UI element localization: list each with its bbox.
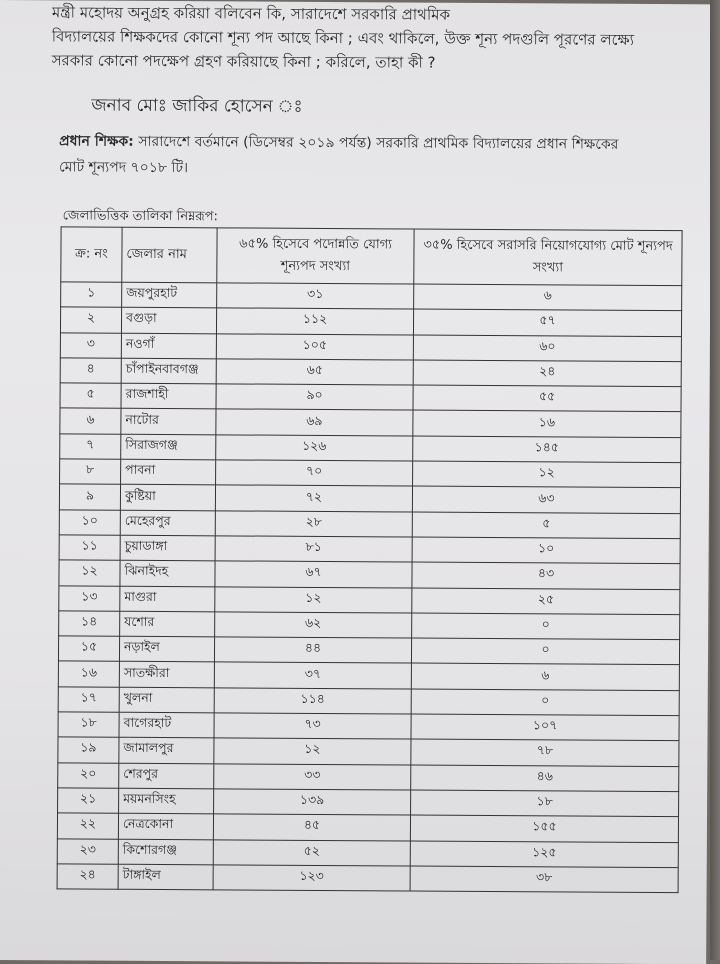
table-row <box>59 535 680 564</box>
district-cell: টাঙ্গাইল <box>118 864 213 890</box>
direct-cell: ১২৫ <box>410 841 678 868</box>
question-line-1: মন্ত্রী মহোদয় অনুগ্রহ করিয়া বলিবেন কি, সারাদেশে সরকারি প্রাথমিক <box>51 3 451 24</box>
district-cell: পাবনা <box>121 459 216 485</box>
table-row <box>60 408 681 437</box>
promotion-cell: ১২৬ <box>216 435 413 461</box>
direct-cell: ২৫ <box>412 588 680 615</box>
table-row <box>58 737 679 766</box>
district-cell: জামালপুর <box>119 738 214 764</box>
serial-cell: ১ <box>61 282 122 308</box>
district-vacancy-table <box>57 226 683 893</box>
promotion-cell: ১১৪ <box>214 688 411 714</box>
district-cell: নড়াইল <box>119 636 214 662</box>
promotion-cell: ৫২ <box>213 839 410 865</box>
promotion-cell: ৩৩ <box>214 763 411 789</box>
table-row <box>60 434 681 463</box>
promotion-cell: ৬৭ <box>215 561 412 587</box>
district-cell: রাজশাহী <box>121 383 216 409</box>
table-row <box>59 560 680 589</box>
serial-cell: ১৩ <box>59 585 120 611</box>
table-row <box>59 585 680 614</box>
district-cell: নওগাঁ <box>121 333 216 359</box>
answer-lead: প্রধান শিক্ষক: <box>59 133 134 150</box>
direct-cell: ৬ <box>411 663 679 690</box>
serial-cell: ১০ <box>59 510 120 536</box>
promotion-cell: ১১২ <box>216 308 413 334</box>
serial-cell: ১৮ <box>58 712 119 738</box>
header-direct-vacancies: ৩৫% হিসেবে সরাসরি নিয়োগযোগ্য মোট শূন্যপদ সংখ্যা <box>414 229 682 286</box>
promotion-cell: ৭০ <box>216 460 413 486</box>
table-row <box>57 864 678 893</box>
answer-text <box>59 128 679 184</box>
direct-cell: ৫৭ <box>413 309 681 336</box>
promotion-cell: ৬৫ <box>216 359 413 385</box>
district-cell: সিরাজগঞ্জ <box>121 434 216 460</box>
question-text <box>52 0 692 76</box>
promotion-cell: ১২৩ <box>213 865 410 891</box>
promotion-cell: ৯০ <box>216 384 413 410</box>
question-line-2: বিদ্যালয়ের শিক্ষকদের কোনো শূন্য পদ আছে কিনা ; এবং থাকিলে, উক্ত শূন্য পদগুলি পূরণের লক্ষ্যে <box>51 27 635 49</box>
table-row <box>61 282 682 311</box>
answer-line-1 <box>59 128 679 158</box>
direct-cell: ৬৩ <box>412 486 680 513</box>
direct-cell: ৪৬ <box>411 765 679 792</box>
district-cell: নেত্রকোনা <box>118 813 213 839</box>
district-cell: বাগেরহাট <box>119 712 214 738</box>
direct-cell: ২৪ <box>413 360 681 387</box>
direct-cell: ১২ <box>413 461 681 488</box>
direct-cell: ১৬ <box>413 411 681 438</box>
table-row <box>58 712 679 741</box>
serial-cell: ২৩ <box>57 838 118 864</box>
serial-cell: ২১ <box>58 788 119 814</box>
district-cell: সাতক্ষীরা <box>119 662 214 688</box>
direct-cell: ৬০ <box>413 335 681 362</box>
serial-cell: ৬ <box>60 408 121 434</box>
district-cell: কিশোরগঞ্জ <box>118 839 213 865</box>
table-row <box>60 307 681 336</box>
speaker-name: জনাব মোঃ জাকির হোসেন ঃ <box>91 95 303 117</box>
table-row <box>58 687 679 716</box>
table-row <box>58 763 679 792</box>
table-row <box>60 383 681 412</box>
district-cell: বগুড়া <box>121 308 216 334</box>
serial-cell: ২৪ <box>57 864 118 890</box>
serial-cell: ১৭ <box>58 687 119 713</box>
table-row <box>60 459 681 488</box>
promotion-cell: ৭২ <box>215 485 412 511</box>
district-cell: মেহেরপুর <box>120 510 215 536</box>
serial-cell: ১৫ <box>58 636 119 662</box>
serial-cell: ১১ <box>59 535 120 561</box>
table-row <box>59 510 680 539</box>
answer-line-1-text: সারাদেশে বর্তমানে (ডিসেম্বর ২০১৯ পর্যন্ত) সরকারি প্রাথমিক বিদ্যালয়ের প্রধান শিক্ষকের <box>138 133 619 153</box>
promotion-cell: ১০৫ <box>216 333 413 359</box>
district-cell: জয়পুরহাট <box>122 282 217 308</box>
direct-cell: ১৫৫ <box>410 815 678 842</box>
district-cell: চাঁপাইনবাবগঞ্জ <box>121 358 216 384</box>
table-header-row <box>61 227 682 286</box>
promotion-cell: ৪৫ <box>213 814 410 840</box>
direct-cell: ১৪৫ <box>413 436 681 463</box>
table-row <box>60 332 681 361</box>
promotion-cell: ২৮ <box>215 510 412 536</box>
direct-cell: ০ <box>412 613 680 640</box>
table-row <box>57 813 678 842</box>
direct-cell: ০ <box>411 689 679 716</box>
direct-cell: ৬ <box>414 284 682 311</box>
header-district: জেলার নাম <box>122 227 217 283</box>
direct-cell: ১০৭ <box>411 714 679 741</box>
promotion-cell: ১২ <box>214 738 411 764</box>
direct-cell: ৫৫ <box>413 385 681 412</box>
header-promotion-vacancies: ৬৫% হিসেবে পদোন্নতি যোগ্য শূন্যপদ সংখ্যা <box>217 228 414 284</box>
promotion-cell: ৮১ <box>215 536 412 562</box>
promotion-cell: ৩১ <box>217 283 414 309</box>
district-cell: শেরপুর <box>119 763 214 789</box>
question-line-3: সরকার কোনো পদক্ষেপ গ্রহণ করিয়াছে কিনা ; করিলে, তাহা কী ? <box>51 51 436 72</box>
table-row <box>58 788 679 817</box>
direct-cell: ৩৮ <box>410 866 678 893</box>
serial-cell: ১২ <box>59 560 120 586</box>
serial-cell: ১৯ <box>58 737 119 763</box>
header-serial: ক্র: নং <box>61 227 122 282</box>
table-row <box>58 661 679 690</box>
table-row <box>59 611 680 640</box>
district-cell: কুষ্টিয়া <box>120 485 215 511</box>
serial-cell: ১৬ <box>58 661 119 687</box>
serial-cell: ৩ <box>60 332 121 358</box>
page-edge-shadow <box>710 0 720 960</box>
district-cell: ময়মনসিংহ <box>119 788 214 814</box>
serial-cell: ২২ <box>57 813 118 839</box>
serial-cell: ৪ <box>60 358 121 384</box>
table-row <box>57 838 678 867</box>
direct-cell: ০ <box>411 638 679 665</box>
table-row <box>60 358 681 387</box>
direct-cell: ৪৩ <box>412 562 680 589</box>
district-cell: নাটোর <box>121 409 216 435</box>
district-cell: চুয়াডাঙ্গা <box>120 535 215 561</box>
district-cell: ঝিনাইদহ <box>120 561 215 587</box>
direct-cell: ৫ <box>412 512 680 539</box>
district-cell: যশোর <box>120 611 215 637</box>
serial-cell: ৯ <box>59 484 120 510</box>
promotion-cell: ১৩৯ <box>214 789 411 815</box>
serial-cell: ৫ <box>60 383 121 409</box>
serial-cell: ৮ <box>60 459 121 485</box>
promotion-cell: ৪৪ <box>214 637 411 663</box>
table-row <box>58 636 679 665</box>
direct-cell: ৭৮ <box>411 739 679 766</box>
direct-cell: ১০ <box>412 537 680 564</box>
promotion-cell: ১২ <box>215 586 412 612</box>
district-cell: খুলনা <box>119 687 214 713</box>
serial-cell: ২ <box>60 307 121 333</box>
promotion-cell: ৬২ <box>215 612 412 638</box>
table-caption: জেলাভিত্তিক তালিকা নিম্নরূপ: <box>62 208 219 225</box>
serial-cell: ২০ <box>58 763 119 789</box>
table-row <box>59 484 680 513</box>
direct-cell: ১৮ <box>411 790 679 817</box>
serial-cell: ১৪ <box>59 611 120 637</box>
answer-line-2: মোট শূন্যপদ ৭০১৮ টি। <box>58 159 189 177</box>
district-cell: মাগুরা <box>120 586 215 612</box>
promotion-cell: ৩৭ <box>214 662 411 688</box>
serial-cell: ৭ <box>60 434 121 460</box>
promotion-cell: ৬৯ <box>216 409 413 435</box>
promotion-cell: ৭৩ <box>214 713 411 739</box>
